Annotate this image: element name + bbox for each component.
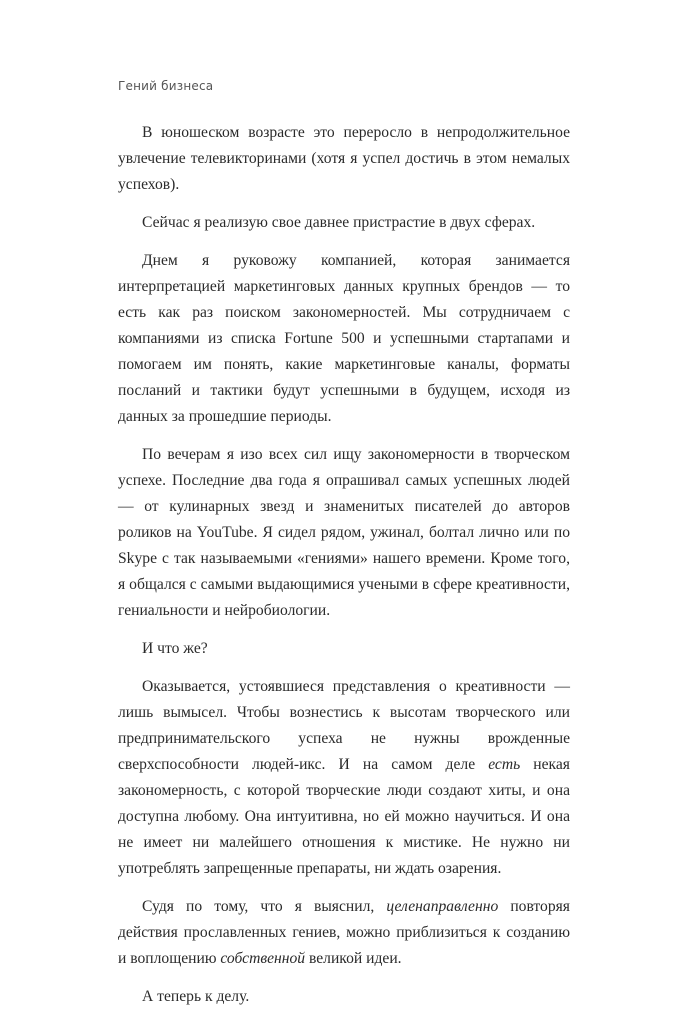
italic-text: собственной <box>220 950 306 967</box>
text-segment: И что же? <box>142 640 208 657</box>
paragraph <box>118 894 570 972</box>
running-head: Гений бизнеса <box>118 79 214 93</box>
paragraph <box>118 984 570 1010</box>
paragraph <box>118 636 570 662</box>
text-segment: великой идеи. <box>305 950 402 967</box>
text-segment: В юношеском возрасте это переросло в непродолжительное увлечение телевикторинами (хотя я успел достичь в этом немалых успехов). <box>118 124 570 193</box>
italic-text: целенаправленно <box>386 898 499 915</box>
paragraph <box>118 120 570 198</box>
italic-text: есть <box>488 756 521 773</box>
text-segment: Оказывается, устоявшиеся представления о креативности — лишь вымысел. Чтобы вознестись к высотам творческого или предпринимательского успеха не нужны врожденные сверхспособности людей-икс. И на самом деле <box>118 678 570 773</box>
text-segment: А теперь к делу. <box>142 988 250 1005</box>
text-segment: повторяя действия прославленных гениев, можно приблизиться к созданию и воплощению <box>118 898 570 967</box>
paragraph <box>118 674 570 882</box>
paragraph <box>118 210 570 236</box>
paragraph <box>118 248 570 430</box>
text-segment: некая закономерность, с которой творческие люди создают хиты, и она доступна любому. Она интуитивна, но ей можно научиться. И она не имеет ни малейшего отношения к мистике. Не нужно ни употреблять запрещенные препараты, ни ждать озарения. <box>118 756 570 877</box>
text-segment: Судя по тому, что я выяснил, <box>142 898 387 915</box>
body-text <box>118 120 570 1010</box>
text-segment: Сейчас я реализую свое давнее пристрастие в двух сферах. <box>142 214 536 231</box>
paragraph <box>118 442 570 624</box>
text-segment: Днем я руковожу компанией, которая занимается интерпретацией маркетинговых данных крупных брендов — то есть как раз поиском закономерностей. Мы сотрудничаем с компаниями из списка Fortune 500 и успешными стартапами и помогаем им понять, какие маркетинговые каналы, форматы посланий и тактики будут успешными в будущем, исходя из данных за прошедшие периоды. <box>118 252 570 425</box>
text-segment: По вечерам я изо всех сил ищу закономерности в творческом успехе. Последние два года я опрашивал самых успешных людей — от кулинарных звезд и знаменитых писателей до авторов роликов на YouTube. Я сидел рядом, ужинал, болтал лично или по Skype с так называемыми «гениями» нашего времени. Кроме того, я общался с самыми выдающимися учеными в сфере креативности, гениальности и нейробиологии. <box>118 446 570 619</box>
